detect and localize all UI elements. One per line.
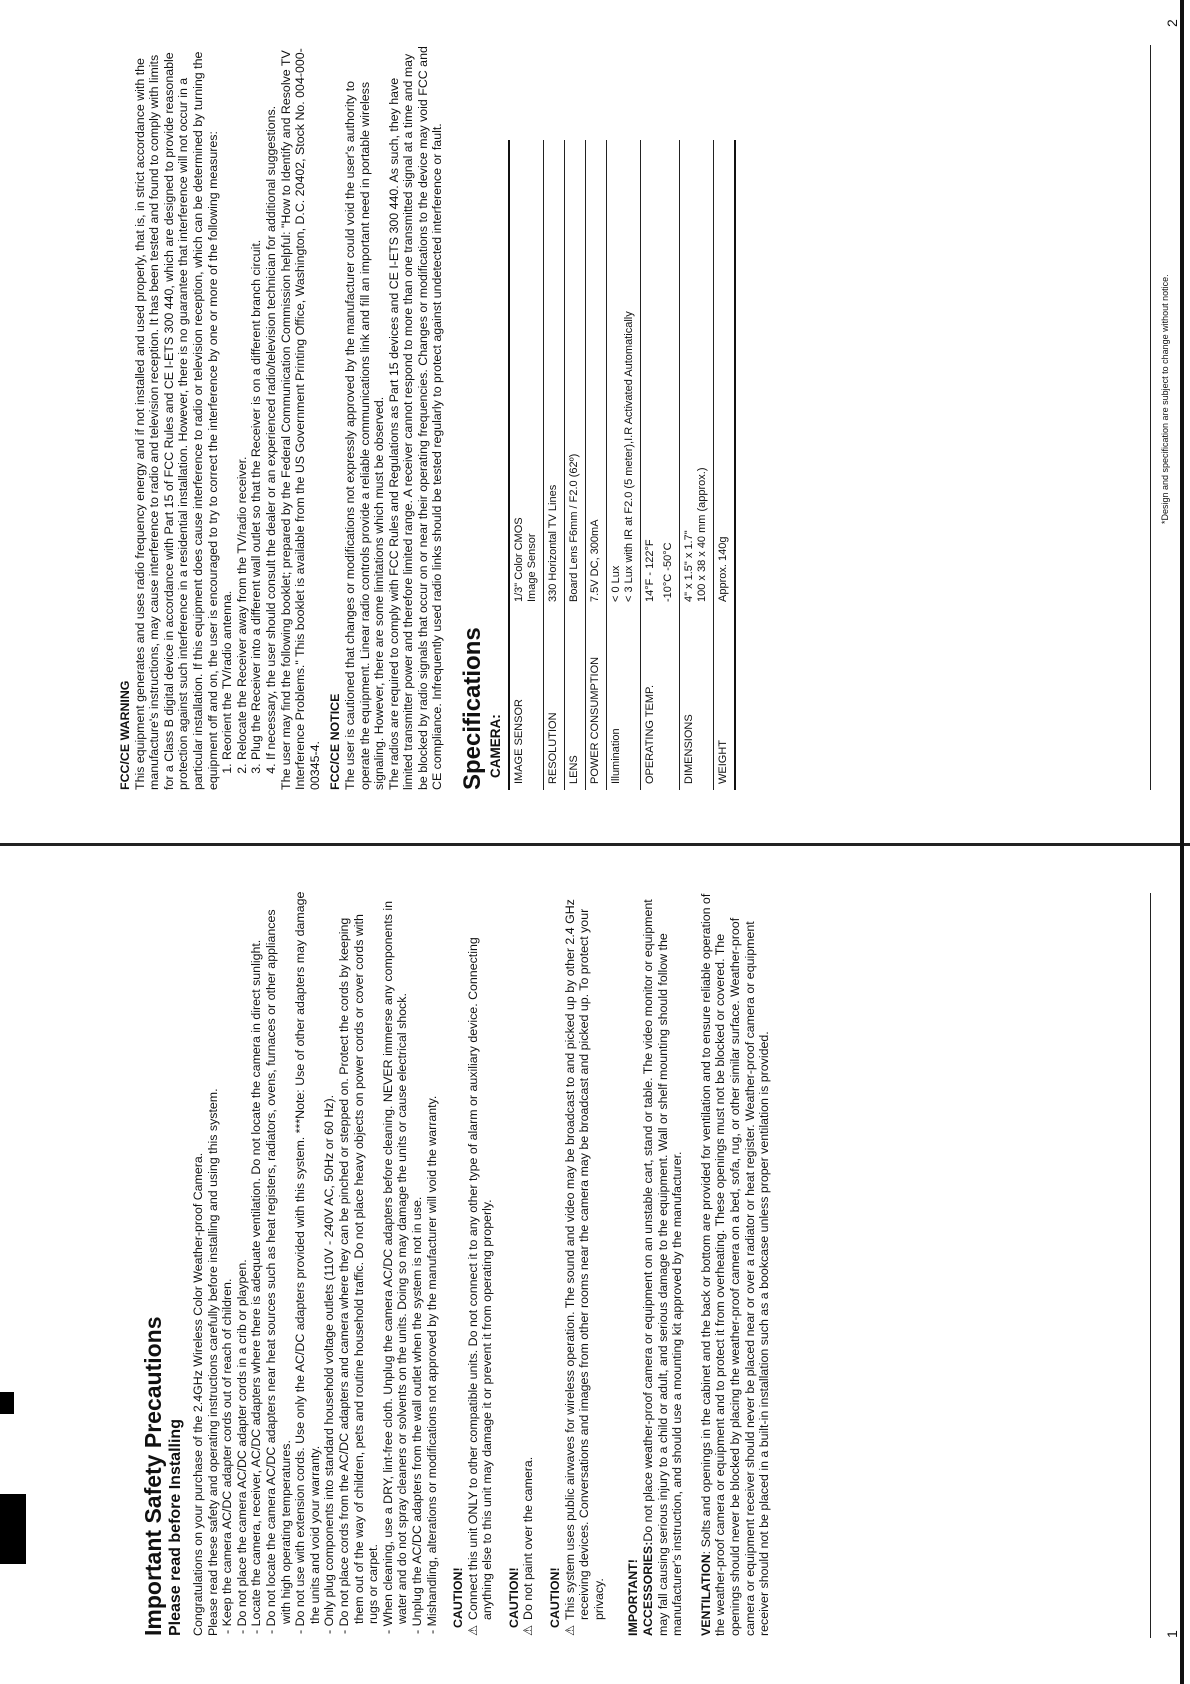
right-bottom-line bbox=[1150, 45, 1151, 790]
design-footnote: *Design and specification are subject to change without notice. bbox=[1160, 274, 1170, 524]
safety-bullet: - Locate the camera, receiver, AC/DC adapters where there is adequate ventilation. Do not locate the camera in direct sunlight. bbox=[249, 939, 264, 1634]
ventilation-paragraph bbox=[699, 891, 772, 1636]
fcc-section bbox=[112, 45, 736, 790]
spec-label: DIMENSIONS bbox=[679, 608, 713, 790]
spec-label: Illumination bbox=[606, 608, 640, 790]
spec-value-line: 100 x 38 x 40 mm (approx.) bbox=[695, 467, 708, 602]
measure-item: 4. If necessary, the user should consult the dealer or an experienced radio/television technician for additional suggestions. bbox=[264, 45, 279, 760]
safety-bullet: - Unplug the AC/DC adapters from the wall outlet when the system is not in use. bbox=[409, 1196, 424, 1634]
warning-triangle-icon: ⚠ bbox=[521, 1624, 536, 1636]
spec-value-line: 14°F - 122°F bbox=[643, 539, 656, 602]
spec-row bbox=[713, 140, 735, 790]
safety-bullet: - When cleaning, use a DRY, lint-free cloth. Unplug the camera AC/DC adapters before cleaning. NEVER immerse any components in water and do not spray cleaners or solvents on the units. Doing so may damage the units or cause electrical shock. bbox=[380, 900, 410, 1634]
ventilation-label: VENTILATION bbox=[698, 1554, 713, 1636]
spec-value: 7.5V DC, 300mA bbox=[585, 140, 606, 608]
spec-value bbox=[640, 140, 679, 608]
measure-item: 1. Reorient the TV/radio antenna. bbox=[220, 45, 235, 760]
booklet-text: The user may find the following booklet; prepared by the Federal Communication Commission helpful: "How to Identify and Resolve TV Interference Problems." This booklet is available from the US Government Printing Office, Washington, D.C. 20402, Stock No. 004-000-00345-4. bbox=[278, 48, 322, 790]
measure-item: 3. Plug the Receiver into a different wall outlet so that the Receiver is on a different branch circuit. bbox=[249, 45, 264, 760]
fcc-notice-heading: FCC/CE NOTICE bbox=[328, 693, 343, 790]
specifications-title: Specifications bbox=[459, 627, 487, 790]
page-1 bbox=[0, 842, 1190, 1684]
spec-row bbox=[679, 140, 713, 790]
radios-text: The radios are required to comply with FCC Rules and Regulations as Part 15 devices and CE I-ETS 300 440. As such, they have limited transmitter power and therefore limited range. A receiver cannot respond to more than one transmitted signal at a time and may be blocked by radio signals that occur on or near their operating frequencies. Changes or modifications to the device may void FCC and CE compliance. Infrequently used radio links should be tested regularly to protect against undetected interference or fault. bbox=[386, 46, 445, 790]
spec-label: POWER CONSUMPTION bbox=[585, 608, 606, 790]
spec-value-line: Image Sensor bbox=[525, 533, 538, 602]
caution-text: Connect this unit ONLY to other compatible units. Do not connect it to any other type of alarm or auxiliary device. Connecting anything else to this unit may damage it or prevent it from operating properly. bbox=[465, 937, 495, 1620]
safety-bullet-list bbox=[220, 891, 439, 1636]
warning-triangle-icon: ⚠ bbox=[465, 1624, 480, 1636]
spec-value-line: 4" x 1.5" x 1.7" bbox=[682, 530, 695, 602]
spec-row bbox=[606, 140, 640, 790]
caution-block-3 bbox=[548, 891, 606, 1636]
spec-row bbox=[564, 140, 585, 790]
spec-value-line: 1/3" Color CMOS bbox=[512, 517, 525, 602]
page-subtitle: Please read before Installing bbox=[167, 1419, 184, 1636]
caution-block-2 bbox=[507, 891, 536, 1636]
specifications-table bbox=[508, 140, 736, 790]
caution-heading: CAUTION! bbox=[548, 1567, 563, 1628]
page-title: Important Safety Precautions bbox=[140, 1316, 166, 1636]
safety-bullet: - Do not use with extension cords. Use only the AC/DC adapters provided with this system. ***Note: Use of other adapters may damage the units and void your warranty. bbox=[293, 891, 322, 1634]
safety-section bbox=[140, 891, 772, 1636]
caution-text: Do not paint over the camera. bbox=[521, 1456, 536, 1620]
caution-heading: CAUTION! bbox=[451, 1567, 466, 1628]
measure-item: 2. Relocate the Receiver away from the TV/radio receiver. bbox=[235, 45, 250, 760]
safety-bullet: - Do not place the camera AC/DC adapter cords in a crib or playpen. bbox=[234, 1259, 249, 1634]
left-bottom-line bbox=[1150, 893, 1151, 1638]
caution-heading: CAUTION! bbox=[506, 1567, 521, 1628]
spec-value-line: -10°C -50°C bbox=[661, 542, 674, 602]
spec-value-line: < 0 Lux bbox=[609, 565, 622, 602]
caution-block-1 bbox=[451, 891, 495, 1636]
safety-bullet: - Do not locate the camera AC/DC adapters near heat sources such as heat registers, radiators, ovens, furnaces or other appliances with high operating temperatures. bbox=[263, 909, 293, 1634]
page-number: 1 bbox=[1164, 1630, 1180, 1638]
camera-subheading: CAMERA: bbox=[488, 714, 504, 778]
spec-label: LENS bbox=[564, 608, 585, 790]
accessories-label: ACCESSORIES: bbox=[641, 1541, 656, 1636]
spec-row bbox=[640, 140, 679, 790]
measures-list bbox=[220, 45, 278, 790]
spec-label: OPERATING TEMP. bbox=[640, 608, 679, 790]
warning-triangle-icon: ⚠ bbox=[562, 1624, 577, 1636]
safety-bullet: - Mishandling, alterations or modifications not approved by the manufacturer will void the warranty. bbox=[424, 1095, 439, 1634]
spec-value: Approx. 140g bbox=[713, 140, 735, 608]
safety-bullet: - Keep the camera AC/DC adapter cords out of reach of children. bbox=[220, 1278, 235, 1634]
fcc-notice-text: The user is cautioned that changes or modifications not expressly approved by the manufacturer could void the user's authority to operate the equipment. Linear radio controls provide a reliable communications link and fill an important need in portable wireless signaling. However, there are some limitations which must be observed. bbox=[342, 80, 387, 790]
safety-bullet: - Only plug components into standard household voltage outlets (110V - 240V AC, 50Hz or 60 Hz). bbox=[322, 1094, 337, 1634]
important-heading: IMPORTANT! bbox=[626, 1559, 641, 1636]
spec-value bbox=[606, 140, 640, 608]
spec-row bbox=[509, 140, 544, 790]
spec-value-line: < 3 Lux with IR at F2.0 (5 meter),I.R Activated Automatically bbox=[622, 311, 635, 602]
page-number: 2 bbox=[1164, 19, 1180, 27]
spec-value: 330 Horizontal TV Lines bbox=[543, 140, 564, 608]
caution-text: This system uses public airwaves for wireless operation. The sound and video may be broadcast to and picked up by other 2.4 GHz receiving devices. Conversations and images from other rooms near the camera may be broadcast and picked up. To protect your privacy. bbox=[562, 899, 606, 1620]
spec-label: RESOLUTION bbox=[543, 608, 564, 790]
spec-value bbox=[509, 140, 544, 608]
safety-bullet: - Do not place cords from the AC/DC adapters and camera where they can be pinched or stepped on. Protect the cords by keeping them out of the way of children, pets and routine household traffic. Do not place heavy objects on power cords or cover cords with rugs or carpet. bbox=[336, 914, 381, 1634]
intro-line-1: Congratulations on your purchase of the 2.4GHz Wireless Color Weather-proof Camera. bbox=[191, 1152, 205, 1636]
fcc-warning-text: This equipment generates and uses radio frequency energy and if not installed and used properly, that is, in strict accordance with the manufacture's instructions, may cause interference to radio and television reception. It has been tested and found to comply with limits for a Class B digital device in accordance with Part 15 of FCC Rules and CE I-ETS 300 440, which are designed to provide reasonable protection against such interference in a residential installation. However, there is no guarantee that interference will not occur in a particular installation. If this equipment does cause interference to radio or television reception, which can be determined by turning the equipment off and on, the user is encouraged to try to correct the interference by one or more of the following measures: bbox=[132, 51, 220, 790]
intro-line-2: Please read these safety and operating instructions carefully before installing and using this system. bbox=[205, 1088, 220, 1636]
accessories-paragraph bbox=[641, 891, 685, 1636]
ventilation-text: : Solts and openings in the cabinet and the back or bottom are provided for ventilation and to ensure reliable operation of the weather-proof camera or equipment and to protect it from overheating. These openings must not be blocked or covered. The openings should never be blocked by placing the weather-proof camera on a bed, sofa, rug, or other similar surface. Weather-proof camera or equipment receiver should never be placed near or over a radiator or heat register. Weather-proof camera or equipment receiver should not be placed in a built-in installation such as a bookcase unless proper ventilation is provided. bbox=[698, 893, 772, 1636]
spec-value bbox=[679, 140, 713, 608]
spec-value: Board Lens F6mm / F2.0 (62º) bbox=[564, 140, 585, 608]
spec-row bbox=[585, 140, 606, 790]
fcc-warning-heading: FCC/CE WARNING bbox=[118, 680, 132, 790]
accessories-text: Do not place weather-proof camera or equipment on an unstable cart, stand or table. The video monitor or equipment may fall causing serious injury to a child or adult, and serious damage to the equipment. Wall or shelf mounting should follow the manufacturer's instruction, and should use a mounting kit approved by the manufacturer. bbox=[641, 899, 685, 1636]
spec-label: IMAGE SENSOR bbox=[509, 608, 544, 790]
spec-row bbox=[543, 140, 564, 790]
spec-label: WEIGHT bbox=[713, 608, 735, 790]
